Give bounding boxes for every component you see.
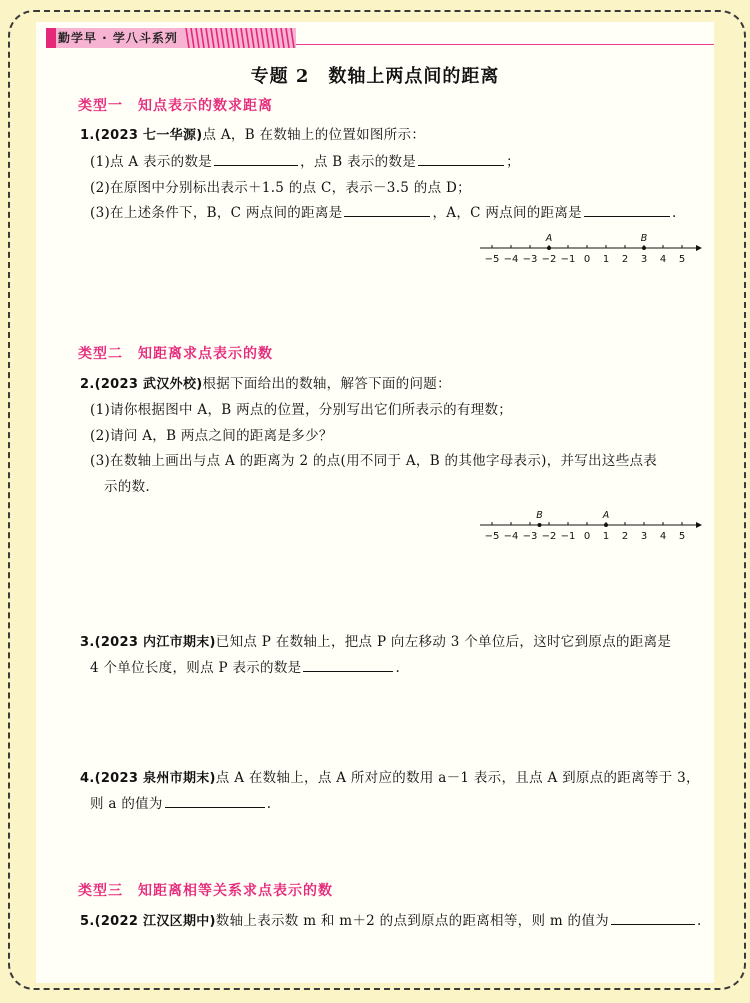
q1-blank-a[interactable] xyxy=(214,153,298,166)
nl2-tick-label: 4 xyxy=(659,531,667,542)
nl1-tick-label: 1 xyxy=(602,254,610,265)
nl1-tick-label: −4 xyxy=(503,254,519,265)
section-type-1: 类型一 知点表示的数求距离 xyxy=(78,98,273,114)
q1-number: 1. xyxy=(80,128,95,143)
q1-part1 xyxy=(90,150,520,170)
nl1-point-a xyxy=(547,246,551,250)
q2-part2: (2)请问 A，B 两点之间的距离是多少？ xyxy=(90,428,333,444)
nl2-point-a xyxy=(604,523,608,527)
q1-stem-text: 点 A，B 在数轴上的位置如图所示： xyxy=(202,127,426,143)
nl2-arrow xyxy=(696,522,702,528)
nl1-tick-label: 4 xyxy=(659,254,667,265)
q2-source: (2023 武汉外校) xyxy=(94,377,203,392)
q4-line2 xyxy=(90,792,271,812)
nl2-tick-label: −3 xyxy=(522,531,538,542)
q3-line1 xyxy=(80,630,671,650)
q2-part3-cont: 示的数. xyxy=(104,479,150,495)
q1-part1-text-b: ，点 B 表示的数是 xyxy=(300,154,417,170)
number-line-2 xyxy=(478,505,704,545)
q3-end: . xyxy=(395,660,401,676)
number-line-1 xyxy=(478,228,704,268)
q1-part2: (2)在原图中分别标出表示＋1.5 的点 C，表示－3.5 的点 D； xyxy=(90,180,471,196)
nl2-tick-label: 1 xyxy=(602,531,610,542)
q2-stem xyxy=(80,372,451,392)
nl1-point-label-b: B xyxy=(640,233,648,244)
q4-blank[interactable] xyxy=(165,795,265,808)
q1-blank-c[interactable] xyxy=(344,204,430,217)
q1-stem xyxy=(80,123,425,143)
nl2-tick-label: 0 xyxy=(583,531,591,542)
q1-blank-d[interactable] xyxy=(584,204,670,217)
nl1-tick-label: 0 xyxy=(583,254,591,265)
section-type-3: 类型三 知距离相等关系求点表示的数 xyxy=(78,883,333,899)
q1-source: (2023 七一华源) xyxy=(94,128,203,143)
nl2-tick-label: −1 xyxy=(560,531,576,542)
nl1-point-label-a: A xyxy=(545,233,553,244)
nl1-tick-label: −5 xyxy=(484,254,500,265)
page-title: 专题 2 数轴上两点间的距离 xyxy=(250,66,500,87)
q4-text-1: 点 A 在数轴上，点 A 所对应的数用 a－1 表示，且点 A 到原点的距离等于 3， xyxy=(215,770,700,786)
q5-end: . xyxy=(696,913,702,929)
q5-number: 5. xyxy=(80,914,95,929)
q5-source: (2022 江汉区期中) xyxy=(94,914,216,929)
nl1-tick-label: −2 xyxy=(541,254,557,265)
q3-source: (2023 内江市期末) xyxy=(94,635,216,650)
q3-number: 3. xyxy=(80,635,95,650)
q5-blank[interactable] xyxy=(611,912,695,925)
nl1-arrow xyxy=(696,245,702,251)
q1-part3-text-b: ，A，C 两点间的距离是 xyxy=(432,205,582,221)
banner-rule xyxy=(296,44,714,45)
q3-text-1: 已知点 P 在数轴上，把点 P 向左移动 3 个单位后，这时它到原点的距离是 xyxy=(215,634,672,650)
q3-line2 xyxy=(90,656,400,676)
series-label: 勤学早 · 学八斗系列 xyxy=(58,31,178,45)
q4-line1 xyxy=(80,766,700,786)
q4-text-2: 则 a 的值为 xyxy=(90,796,163,812)
q1-part3-text-c: . xyxy=(671,205,677,221)
q4-number: 4. xyxy=(80,771,95,786)
q5-text-1: 数轴上表示数 m 和 m＋2 的点到原点的距离相等，则 m 的值为 xyxy=(215,913,609,929)
nl2-tick-label: −2 xyxy=(541,531,557,542)
nl1-tick-label: 5 xyxy=(678,254,686,265)
nl1-tick-label: 3 xyxy=(640,254,648,265)
nl1-tick-label: −1 xyxy=(560,254,576,265)
nl2-tick-label: −4 xyxy=(503,531,519,542)
nl2-tick-label: 5 xyxy=(678,531,686,542)
q1-part1-text-c: ； xyxy=(506,154,520,170)
q4-source: (2023 泉州市期末) xyxy=(94,771,216,786)
q2-part1: (1)请你根据图中 A，B 两点的位置，分别写出它们所表示的有理数； xyxy=(90,402,513,418)
q2-stem-text: 根据下面给出的数轴，解答下面的问题： xyxy=(202,376,451,392)
nl2-point-label-a: A xyxy=(602,510,610,521)
nl1-tick-label: 2 xyxy=(621,254,629,265)
q1-part3 xyxy=(90,201,677,221)
section-type-2: 类型二 知距离求点表示的数 xyxy=(78,346,273,362)
nl2-tick-label: −5 xyxy=(484,531,500,542)
nl2-point-label-b: B xyxy=(536,510,543,521)
nl2-point-b xyxy=(538,523,542,527)
q2-number: 2. xyxy=(80,377,95,392)
nl2-tick-label: 3 xyxy=(640,531,648,542)
q3-blank[interactable] xyxy=(303,659,393,672)
q1-part1-text-a: (1)点 A 表示的数是 xyxy=(90,154,213,170)
nl2-tick-label: 2 xyxy=(621,531,629,542)
nl1-tick-label: −3 xyxy=(522,254,538,265)
q4-end: . xyxy=(266,796,272,812)
q5-line1 xyxy=(80,909,702,929)
q2-part3: (3)在数轴上画出与点 A 的距离为 2 的点(用不同于 A，B 的其他字母表示)，并写出这些点表 xyxy=(90,453,658,469)
q3-text-2: 4 个单位长度，则点 P 表示的数是 xyxy=(90,660,302,676)
q1-blank-b[interactable] xyxy=(418,153,504,166)
q1-part3-text-a: (3)在上述条件下，B，C 两点间的距离是 xyxy=(90,205,343,221)
nl1-point-b xyxy=(642,246,646,250)
